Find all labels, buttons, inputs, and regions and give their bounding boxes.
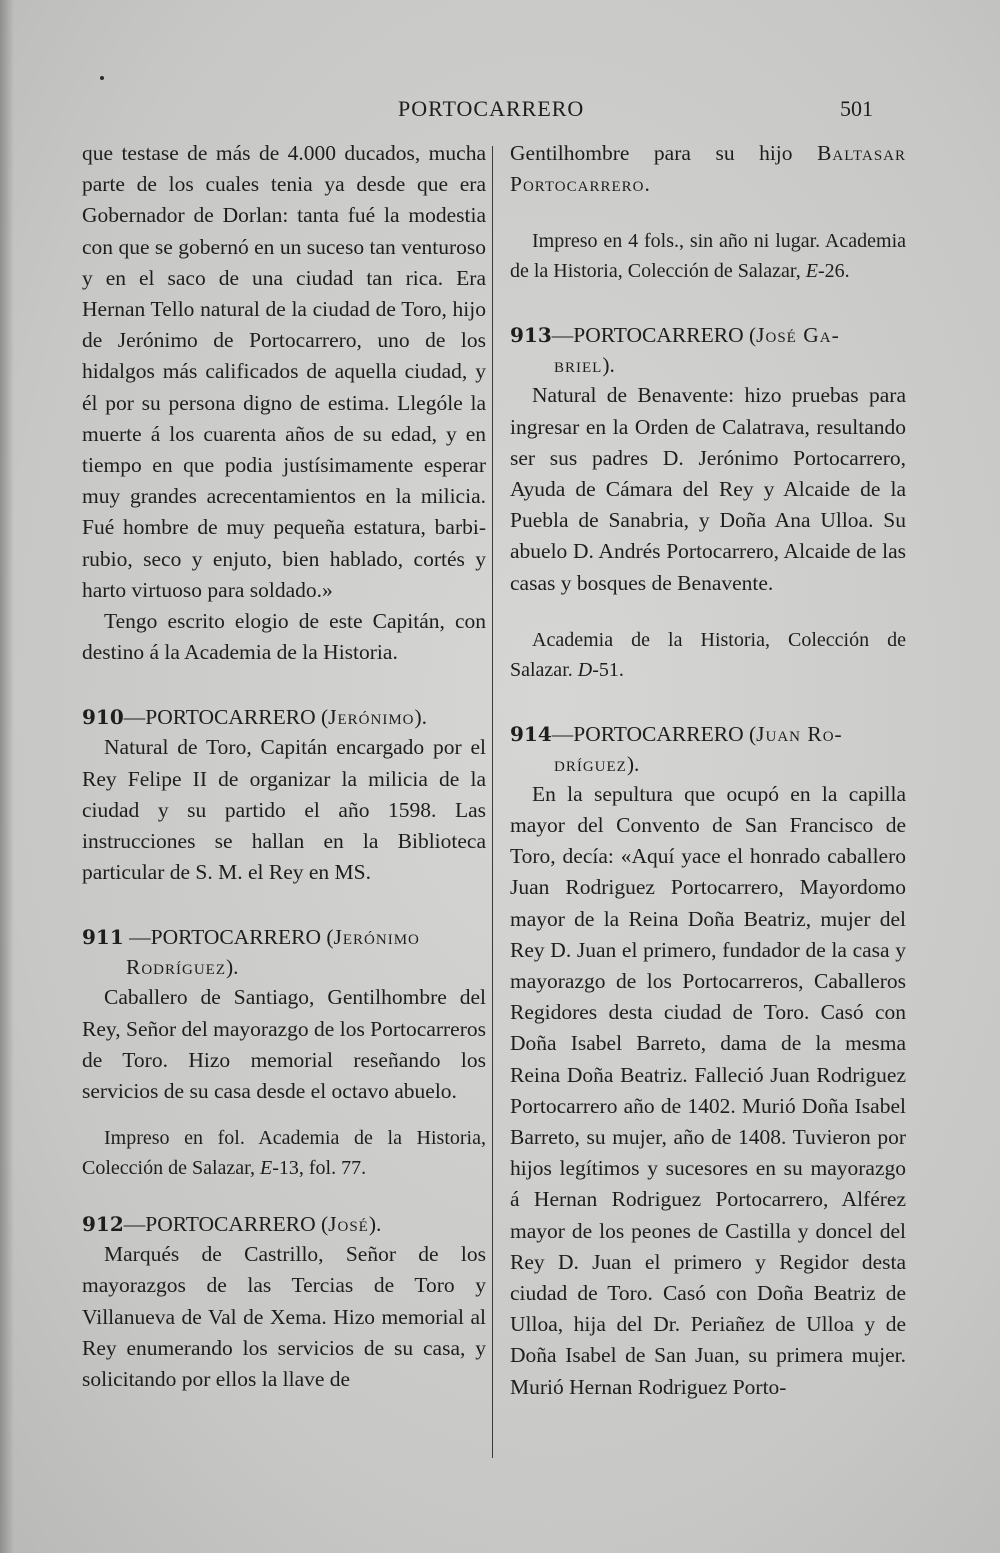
entry-body: Marqués de Castrillo, Señor de los mayorazgos de las Tercias de Toro y Villanueva de Val de Xema. Hizo memorial al Rey enumerando los servicios de su casa, y solicitando por ellos la llave de xyxy=(82,1242,486,1392)
spacer xyxy=(510,599,906,625)
continued-suffix: . xyxy=(644,172,650,197)
entry-number: 913 xyxy=(510,323,552,348)
entry-913 xyxy=(510,320,906,684)
spacer xyxy=(510,685,906,719)
entry-given-name-cont: dríguez xyxy=(554,751,627,776)
entry-body: Natural de Benavente: hizo pruebas para ingresar en la Orden de Calatrava, resultando ser sus padres D. Jerónimo Portocarrero, Ayuda de Cámara del Rey y Alcaide de la Puebla de Sanabria, y Doña Ana Ulloa. Su abuelo D. Andrés Portocarrero, Alcaide de las casas y bosques de Benavente. xyxy=(510,383,906,595)
entry-914 xyxy=(510,719,906,1403)
right-column xyxy=(510,138,906,1403)
entry-number: 910 xyxy=(82,705,124,730)
continued-paragraph xyxy=(510,138,906,200)
entry-given-name: José xyxy=(328,1212,369,1237)
entry-surname: —PORTOCARRERO ( xyxy=(123,1212,329,1237)
entry-surname: —PORTOCARRERO ( xyxy=(123,705,329,730)
entry-given-name: Juan Ro- xyxy=(756,721,843,746)
citation-text: Impreso en fol. Academia de la Historia, Colección de Salazar, xyxy=(82,1127,486,1180)
spacer xyxy=(82,1183,486,1209)
entry-911 xyxy=(82,922,486,1183)
spacer xyxy=(82,888,486,922)
entry-surname: —PORTOCARRERO ( xyxy=(123,925,334,950)
citation-text: Academia de la Historia, Colección de Salazar. xyxy=(510,628,906,681)
spacer xyxy=(510,286,906,320)
entry-given-name-cont: briel xyxy=(554,353,603,378)
citation-suffix: -13, fol. 77. xyxy=(272,1157,367,1180)
entry-body: Caballero de Santiago, Gentilhombre del Rey, Señor del mayorazgo de los Portocarreros de Toro. Hizo memorial reseñando los servicios de su casa desde el octavo abuelo. xyxy=(82,985,486,1104)
entry-given-name: Jerónimo xyxy=(328,705,415,730)
entry-heading xyxy=(82,702,486,732)
spacer xyxy=(510,200,906,226)
entry-912 xyxy=(82,1209,486,1395)
entry-heading-close: ). xyxy=(226,955,239,980)
continued-paragraph: que testase de más de 4.000 ducados, mucha parte de los cuales tenia ya desde que era Gobernador de Dorlan: tanta fué la modestia con que se gobernó en un suceso tan venturoso y en el saco de una ciudad tan rica. Era Hernan Tello natural de la ciudad de Toro, hijo de Jerónimo de Portocarrero, uno de los hidalgos más calificados de aquella ciudad, y él por su persona digno de estima. Llególe la muerte á los cuarenta años de su edad, y en tiempo en que podia justísimamente esperar muy grandes acrecentamientos en la milicia. Fué hombre de muy pequeña estatura, barbi-rubio, seco y enjuto, bien hablado, cortés y harto virtuoso para soldado.» xyxy=(82,141,486,602)
citation-suffix: -26. xyxy=(817,260,850,283)
citation-text: Impreso en 4 fols., sin año ni lugar. Academia de la Historia, Colección de Salazar, xyxy=(510,230,906,283)
entry-surname: —PORTOCARRERO ( xyxy=(551,721,757,746)
running-head xyxy=(0,96,1000,130)
page-number: 501 xyxy=(840,96,873,121)
entry-surname: —PORTOCARRERO ( xyxy=(551,323,757,348)
entry-number: 912 xyxy=(82,1212,124,1237)
entry-given-name-cont: Rodríguez xyxy=(126,955,226,980)
entry-body: Natural de Toro, Capitán encargado por el Rey Felipe II de organizar la milicia de la ciudad y su partido el año 1598. Las instrucciones se hallan en la Biblioteca particular de S. M. el Rey en MS. xyxy=(82,735,486,885)
entry-heading-close: ). xyxy=(626,751,640,776)
citation-signature: E xyxy=(805,260,818,283)
spacer xyxy=(82,668,486,702)
running-head-title: PORTOCARRERO xyxy=(398,96,585,121)
ink-speck xyxy=(100,76,104,80)
citation-signature: E xyxy=(260,1157,273,1180)
entry-citation xyxy=(510,625,906,685)
entry-heading xyxy=(510,719,906,779)
entry-given-name: José Ga- xyxy=(756,323,840,348)
column-divider xyxy=(492,146,493,1458)
entry-heading-close: ). xyxy=(368,1212,382,1237)
entry-number: 911 xyxy=(82,925,124,950)
entry-heading xyxy=(82,1209,486,1239)
page-edge-shadow xyxy=(0,0,14,1553)
entry-910 xyxy=(82,702,486,888)
entry-heading xyxy=(82,922,486,982)
entry-heading xyxy=(510,320,906,380)
entry-heading-close: ). xyxy=(602,353,615,378)
continued-name: Baltasar Portocarrero xyxy=(510,141,906,197)
citation-signature: D xyxy=(577,658,593,681)
entry-number: 914 xyxy=(510,721,552,746)
left-column xyxy=(82,138,486,1395)
author-note: Tengo escrito elogio de este Capitán, con destino á la Academia de la Historia. xyxy=(82,609,486,665)
spacer xyxy=(82,1107,486,1123)
continued-text: Gentilhombre para su hijo xyxy=(510,141,818,165)
citation-suffix: -51. xyxy=(592,658,624,681)
citation xyxy=(510,226,906,286)
entry-body: En la sepultura que ocupó en la capilla mayor del Convento de San Francisco de Toro, decía: «Aquí yace el honrado caballero Juan Rodriguez Portocarrero, Mayordomo mayor de la Reina Doña Beatriz, mujer del Rey D. Juan el primero, fundador de la casa y mayorazgo de los Portocarreros, Caballeros Regidores desta ciudad de Toro. Casó con Doña Isabel Barreto, dama de la mesma Reina Doña Beatriz. Falleció Juan Rodriguez Portocarrero año de 1402. Murió Doña Isabel Barreto, su mujer, año de 1408. Tuvieron por hijos legítimos y sucesores en su mayorazgo á Hernan Rodriguez Portocarrero, Alférez mayor de los peones de Castilla y doncel del Rey D. Juan el primero y Regidor desta ciudad de Toro. Casó con Doña Beatriz de Ulloa, hija del Dr. Periañez de Ulloa y de Doña Isabel de San Juan, su primera mujer. Murió Hernan Rodriguez Porto- xyxy=(510,781,906,1399)
entry-heading-close: ). xyxy=(414,705,428,730)
entry-given-name: Jerónimo xyxy=(333,925,420,950)
entry-citation xyxy=(82,1123,486,1183)
